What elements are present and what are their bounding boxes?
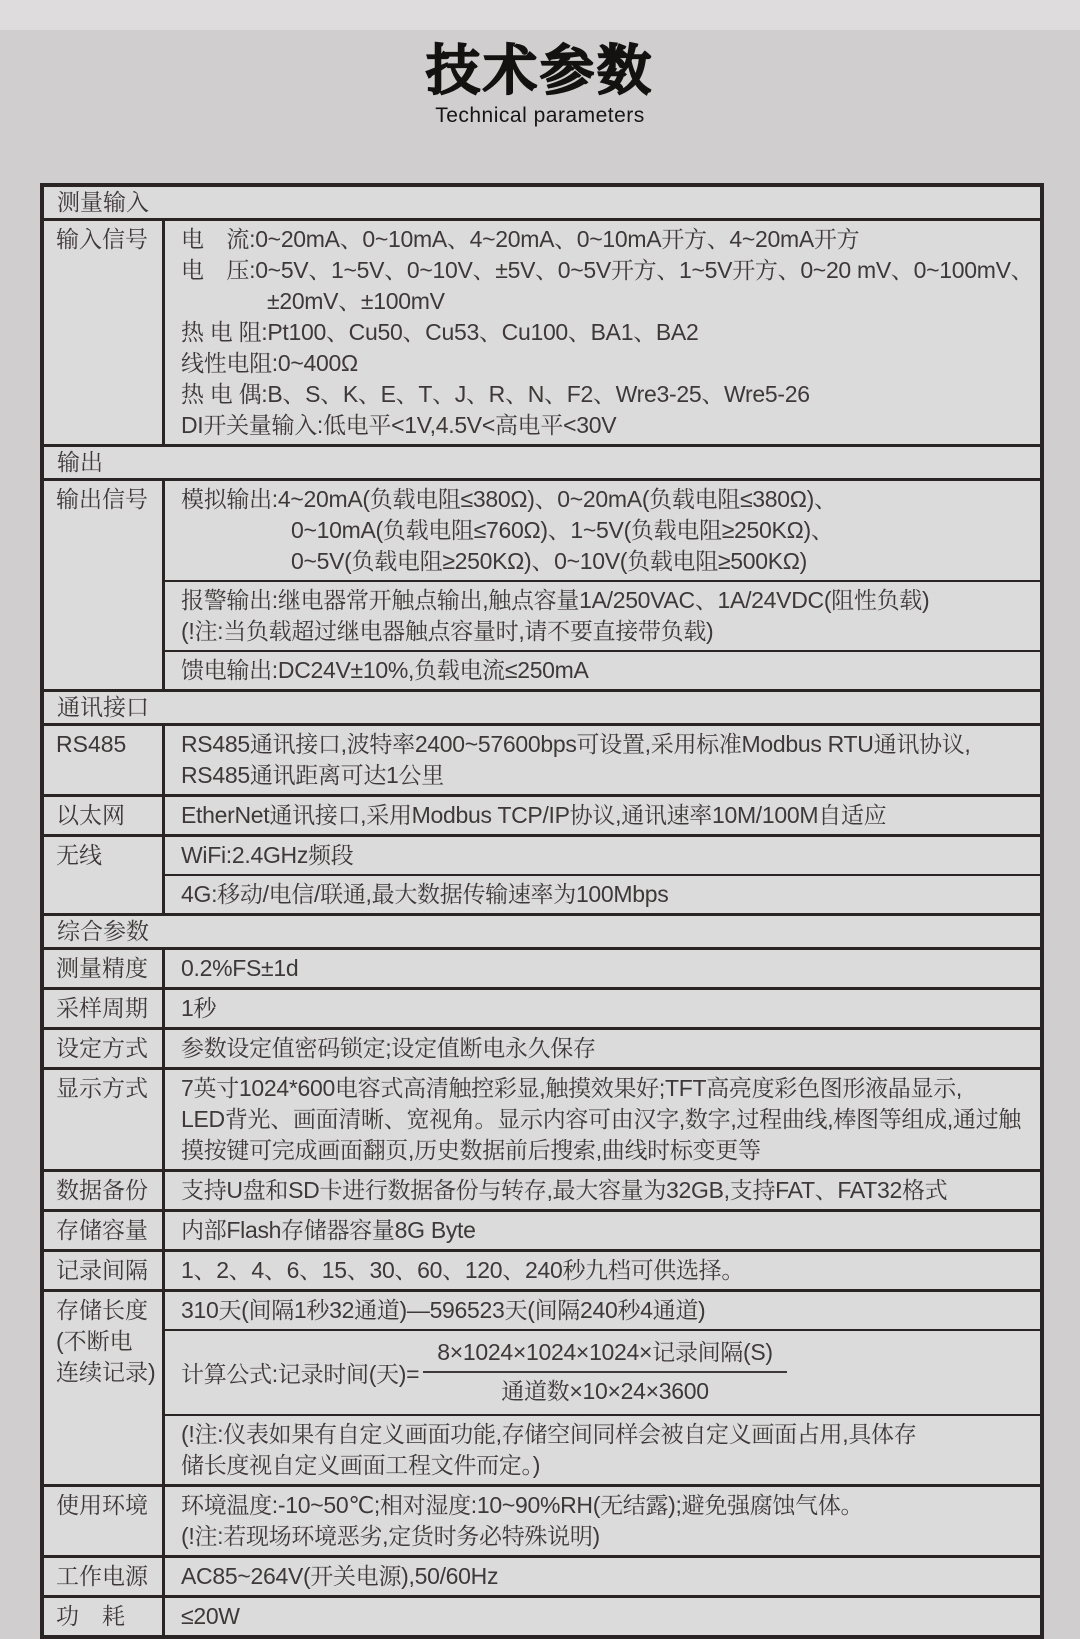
content-block xyxy=(165,990,1040,1027)
content-line: (!注:当负载超过继电器触点容量时,请不要直接带负载) xyxy=(181,618,714,644)
row-label xyxy=(44,1172,165,1209)
content-block xyxy=(165,650,1040,689)
content-line: EtherNet通讯接口,采用Modbus TCP/IP协议,通讯速率10M/100M自适应 xyxy=(181,802,887,828)
row-label-line: 输入信号 xyxy=(56,226,148,252)
row-label xyxy=(44,1212,165,1249)
row-label xyxy=(44,990,165,1027)
row-label-line: RS485 xyxy=(56,731,127,757)
row-label-line: 存储长度 xyxy=(56,1297,148,1323)
page-title: 技术参数 xyxy=(426,41,654,101)
row-label xyxy=(44,221,165,444)
content-line: 报警输出:继电器常开触点输出,触点容量1A/250VAC、1A/24VDC(阻性负载) xyxy=(181,587,930,613)
formula xyxy=(181,1334,1032,1411)
table-row xyxy=(44,987,1040,1027)
row-content xyxy=(165,1598,1040,1635)
content-block xyxy=(165,726,1040,794)
content-line: (!注:若现场环境恶劣,定货时务必特殊说明) xyxy=(181,1523,600,1549)
content-line: 环境温度:-10~50℃;相对湿度:10~90%RH(无结露);避免强腐蚀气体。 xyxy=(181,1492,864,1518)
content-line: 热 电 偶:B、S、K、E、T、J、R、N、F2、Wre3-25、Wre5-26 xyxy=(181,381,810,407)
content-line: (!注:仪表如果有自定义画面功能,存储空间同样会被自定义画面占用,具体存 xyxy=(181,1421,917,1447)
content-line: AC85~264V(开关电源),50/60Hz xyxy=(181,1563,499,1589)
content-line: 7英寸1024*600电容式高清触控彩显,触摸效果好;TFT高亮度彩色图形液晶显示, xyxy=(181,1075,963,1101)
row-content xyxy=(165,1292,1040,1484)
row-content xyxy=(165,1558,1040,1595)
page-header xyxy=(0,40,1080,128)
row-content xyxy=(165,837,1040,913)
table-row xyxy=(44,1067,1040,1169)
top-band xyxy=(0,0,1080,30)
row-label-line: 使用环境 xyxy=(56,1492,148,1518)
row-content xyxy=(165,1030,1040,1067)
content-line: 内部Flash存储器容量8G Byte xyxy=(181,1217,476,1243)
content-line: 电 流:0~20mA、0~10mA、4~20mA、0~10mA开方、4~20mA开方 xyxy=(181,226,860,252)
table-row xyxy=(44,1249,1040,1289)
content-block xyxy=(165,950,1040,987)
table-row xyxy=(44,1209,1040,1249)
content-block xyxy=(165,1598,1040,1635)
row-content xyxy=(165,797,1040,834)
section-header-3: 通讯接口 xyxy=(44,689,1040,723)
row-content xyxy=(165,1172,1040,1209)
row-label-line: 设定方式 xyxy=(56,1035,148,1061)
row-label-line: 记录间隔 xyxy=(56,1257,148,1283)
content-block xyxy=(165,1030,1040,1067)
row-content xyxy=(165,1252,1040,1289)
content-line: 线性电阻:0~400Ω xyxy=(181,350,358,376)
content-line: ≤20W xyxy=(181,1603,240,1629)
row-label-line: 功 耗 xyxy=(56,1603,125,1629)
row-label-line: 输出信号 xyxy=(56,486,148,512)
content-line: 0.2%FS±1d xyxy=(181,955,299,981)
content-block xyxy=(165,481,1040,580)
content-block xyxy=(165,874,1040,913)
section-header-1: 测量输入 xyxy=(57,189,149,215)
content-block xyxy=(165,837,1040,874)
row-label-line: 无线 xyxy=(56,842,102,868)
content-block xyxy=(165,221,1040,444)
content-block xyxy=(165,1212,1040,1249)
content-block xyxy=(165,797,1040,834)
table-row xyxy=(44,1169,1040,1209)
row-content xyxy=(165,1487,1040,1555)
row-label xyxy=(44,1070,165,1169)
table-row xyxy=(44,834,1040,913)
content-line: 310天(间隔1秒32通道)—596523天(间隔240秒4通道) xyxy=(181,1297,706,1323)
row-label xyxy=(44,1252,165,1289)
content-block xyxy=(165,1172,1040,1209)
row-content xyxy=(165,481,1040,689)
row-label-line: 以太网 xyxy=(56,802,125,828)
row-label-line: 测量精度 xyxy=(56,955,148,981)
content-line: 热 电 阻:Pt100、Cu50、Cu53、Cu100、BA1、BA2 xyxy=(181,319,699,345)
content-block xyxy=(165,1558,1040,1595)
table-row xyxy=(44,1595,1040,1635)
content-line: 1、2、4、6、15、30、60、120、240秒九档可供选择。 xyxy=(181,1257,745,1283)
row-content xyxy=(165,1070,1040,1169)
table-row xyxy=(44,1555,1040,1595)
formula-prefix: 计算公式:记录时间(天)= xyxy=(181,1360,420,1387)
content-block xyxy=(165,580,1040,650)
content-line: 支持U盘和SD卡进行数据备份与转存,最大容量为32GB,支持FAT、FAT32格式 xyxy=(181,1177,948,1203)
row-label-line: (不断电 xyxy=(56,1328,133,1354)
content-line: 4G:移动/电信/联通,最大数据传输速率为100Mbps xyxy=(181,881,669,907)
row-label xyxy=(44,726,165,794)
row-content xyxy=(165,950,1040,987)
row-content xyxy=(165,726,1040,794)
row-label xyxy=(44,1292,165,1484)
row-content xyxy=(165,1212,1040,1249)
content-line: WiFi:2.4GHz频段 xyxy=(181,842,354,868)
table-row xyxy=(44,478,1040,689)
row-label xyxy=(44,481,165,689)
content-line: 0~10mA(负载电阻≤760Ω)、1~5V(负载电阻≥250KΩ)、 xyxy=(291,517,834,543)
content-line: 参数设定值密码锁定;设定值断电永久保存 xyxy=(181,1035,596,1061)
row-content xyxy=(165,221,1040,444)
row-label xyxy=(44,837,165,913)
table-row xyxy=(44,1484,1040,1555)
section-header-2: 输出 xyxy=(44,444,1040,478)
content-line: 模拟输出:4~20mA(负载电阻≤380Ω)、0~20mA(负载电阻≤380Ω)、 xyxy=(181,486,837,512)
content-line: 储长度视自定义画面工程文件而定。) xyxy=(181,1452,541,1478)
spec-table xyxy=(40,183,1044,1639)
table-row xyxy=(44,1027,1040,1067)
row-label xyxy=(44,797,165,834)
content-line: RS485通讯距离可达1公里 xyxy=(181,762,444,788)
formula-numerator: 8×1024×1024×1024×记录间隔(S) xyxy=(423,1338,786,1373)
row-label xyxy=(44,1030,165,1067)
table-row xyxy=(44,947,1040,987)
row-label xyxy=(44,950,165,987)
content-line: 摸按键可完成画面翻页,历史数据前后搜索,曲线时标变更等 xyxy=(181,1137,761,1163)
page-subtitle: Technical parameters xyxy=(435,104,645,127)
table-row xyxy=(44,1289,1040,1484)
table-row xyxy=(44,794,1040,834)
formula-denominator: 通道数×10×24×3600 xyxy=(501,1378,709,1404)
table-row xyxy=(44,218,1040,444)
row-label-line: 工作电源 xyxy=(56,1563,148,1589)
content-line: 1秒 xyxy=(181,995,217,1021)
content-line: RS485通讯接口,波特率2400~57600bps可设置,采用标准Modbus RTU通讯协议, xyxy=(181,731,971,757)
content-line: LED背光、画面清晰、宽视角。显示内容可由汉字,数字,过程曲线,棒图等组成,通过触 xyxy=(181,1106,1022,1132)
content-line: 0~5V(负载电阻≥250KΩ)、0~10V(负载电阻≥500KΩ) xyxy=(291,548,808,574)
row-label-line: 数据备份 xyxy=(56,1177,148,1203)
fraction xyxy=(423,1338,786,1406)
row-label-line: 连续记录) xyxy=(56,1359,156,1385)
row-content xyxy=(165,990,1040,1027)
content-line: 馈电输出:DC24V±10%,负载电流≤250mA xyxy=(181,657,589,683)
row-label xyxy=(44,1598,165,1635)
section-header-4: 综合参数 xyxy=(44,913,1040,947)
content-line: 电 压:0~5V、1~5V、0~10V、±5V、0~5V开方、1~5V开方、0~20 mV、0~100mV、 xyxy=(181,257,1034,283)
content-line: ±20mV、±100mV xyxy=(267,288,445,314)
content-line: DI开关量输入:低电平<1V,4.5V<高电平<30V xyxy=(181,412,617,438)
content-block xyxy=(165,1487,1040,1555)
content-block xyxy=(165,1070,1040,1169)
row-label-line: 显示方式 xyxy=(56,1075,148,1101)
row-label-line: 采样周期 xyxy=(56,995,148,1021)
content-block xyxy=(165,1292,1040,1329)
row-label xyxy=(44,1558,165,1595)
table-row xyxy=(44,723,1040,794)
content-block xyxy=(165,1329,1040,1414)
content-block xyxy=(165,1252,1040,1289)
content-block xyxy=(165,1414,1040,1484)
row-label xyxy=(44,1487,165,1555)
row-label-line: 存储容量 xyxy=(56,1217,148,1243)
